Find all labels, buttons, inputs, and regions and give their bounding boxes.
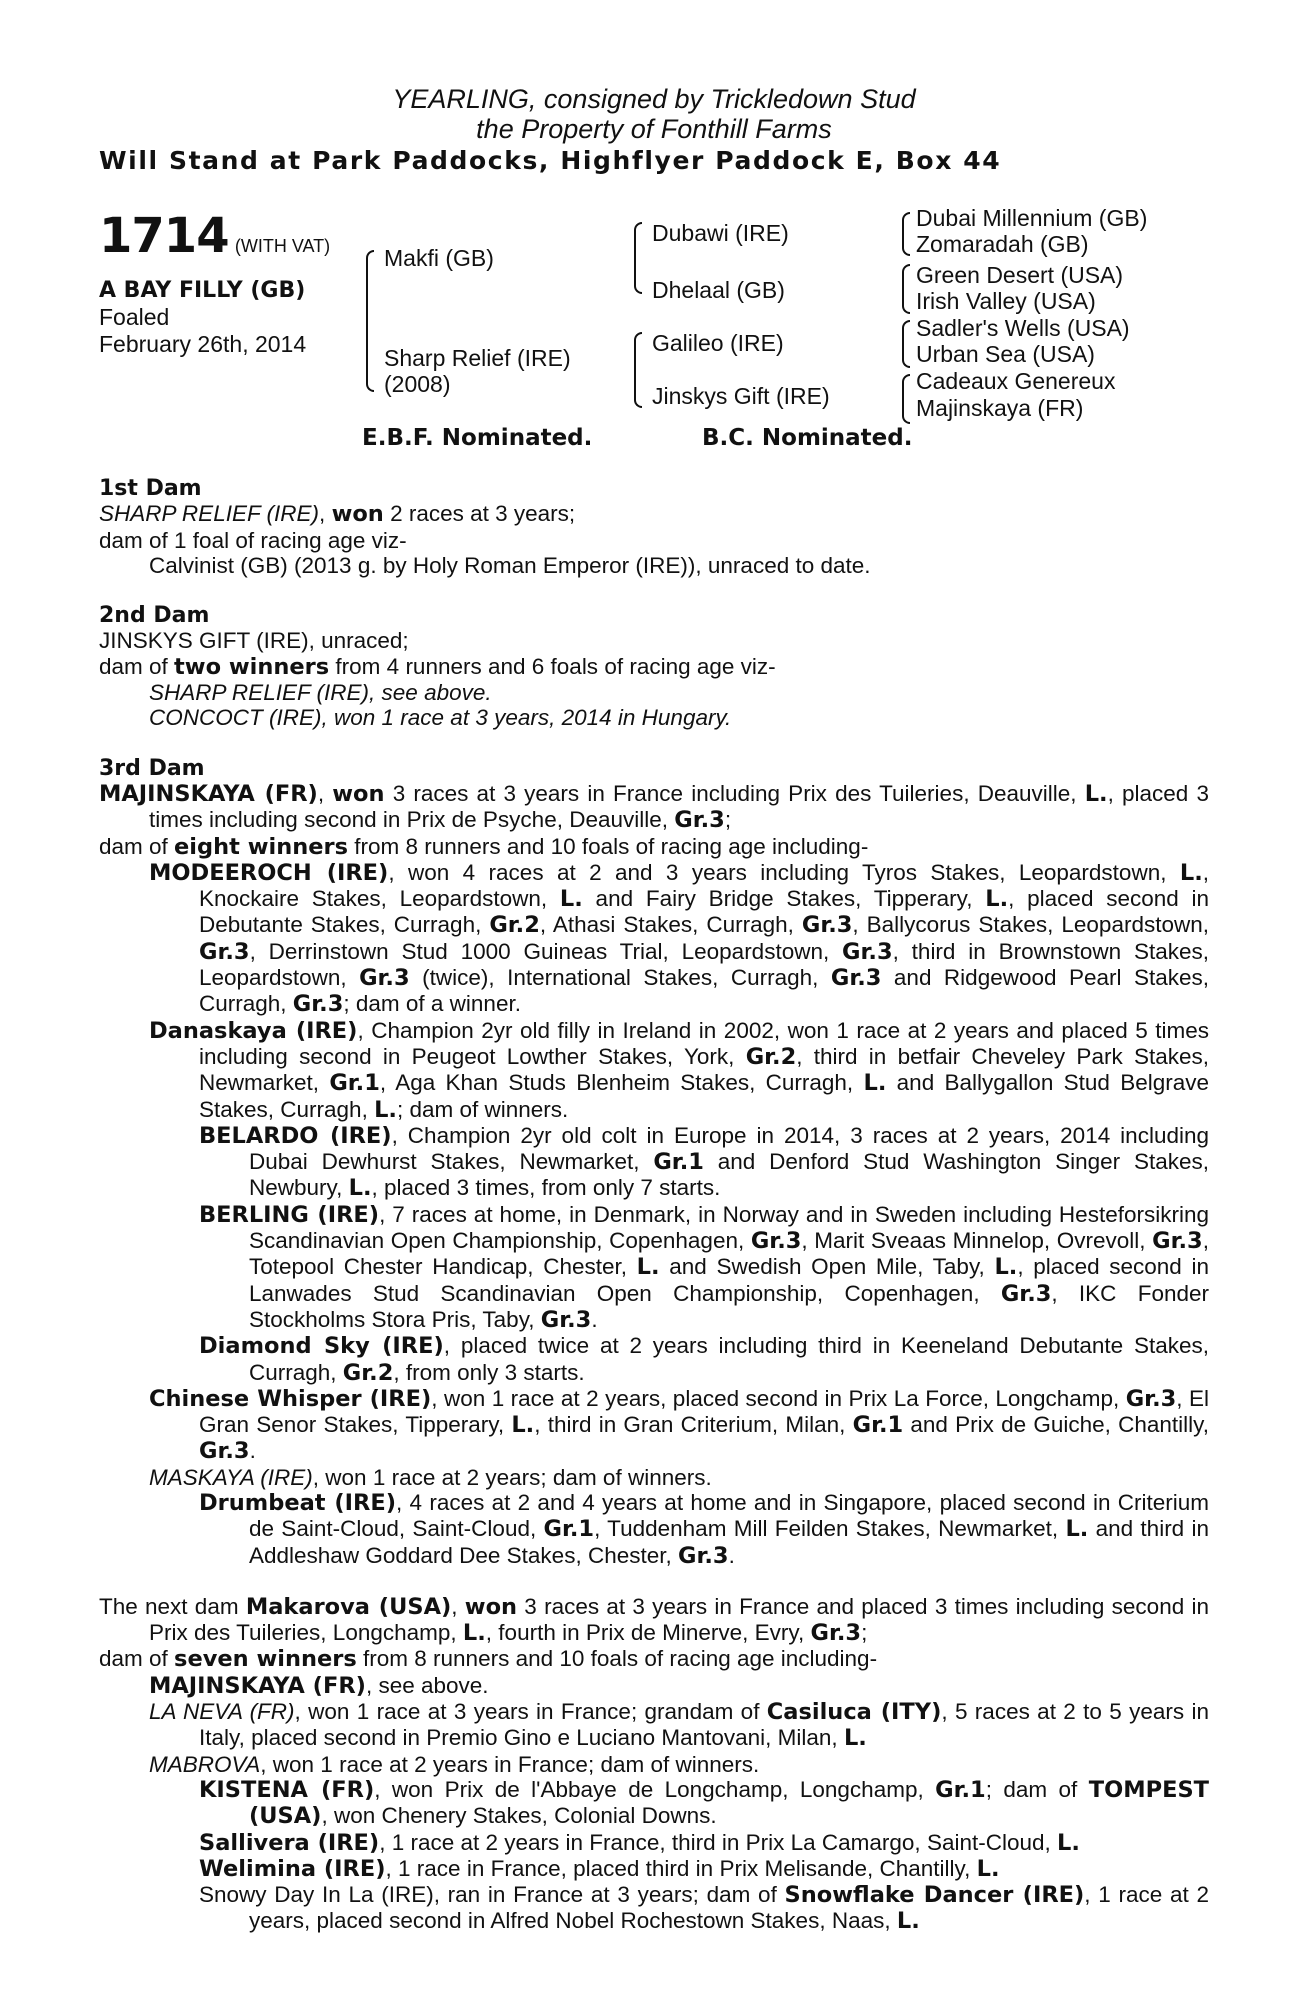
pedigree-ssd: Zomaradah (GB) (916, 231, 1089, 257)
dam2-dam-of-c: from 4 runners and 6 foals of racing age viz- (329, 653, 776, 679)
lot-number: 1714 (99, 208, 229, 264)
text: , Knockaire Stakes, Leopardstown, (199, 859, 1210, 912)
text: . (591, 1306, 598, 1332)
text: , placed second in Debutante Stakes, Curragh, (199, 886, 1210, 938)
pedigree-dam-sire: Galileo (IRE) (652, 330, 784, 356)
grade: Gr.3 (1152, 1228, 1203, 1255)
progeny-berling (99, 1202, 1209, 1333)
text: , El Gran Senor Stakes, Tipperary, (199, 1385, 1209, 1438)
dam3-name: MAJINSKAYA (FR) (99, 780, 318, 807)
dam3-won: won (332, 780, 385, 807)
text: and third in Addleshaw Goddard Dee Stakes, Chester, (249, 1516, 1209, 1568)
next-progeny-la-neva (99, 1699, 1209, 1752)
horse-name: Welimina (IRE) (199, 1855, 386, 1882)
text: , placed twice at 2 years including third in Keeneland Debutante Stakes, Curragh, (249, 1333, 1210, 1385)
next-progeny-sallivera (99, 1830, 1209, 1856)
brace-ss (902, 212, 910, 256)
horse-name: Diamond Sky (IRE) (199, 1333, 444, 1360)
text: ; (861, 1620, 868, 1646)
brace-dam (634, 332, 642, 408)
won: won (464, 1593, 518, 1620)
dam1-foal: Calvinist (GB) (2013 g. by Holy Roman Emperor (IRE)), unraced to date. (149, 552, 871, 578)
family-details (99, 476, 1209, 1935)
grade: L. (374, 1096, 397, 1123)
dam2-line: JINSKYS GIFT (IRE), unraced; (99, 628, 409, 654)
grade: Gr.2 (745, 1043, 797, 1070)
text: , 1 race in France, placed third in Prix Melisande, Chantilly, (385, 1855, 977, 1881)
text: , won 1 race at 2 years, placed second in Prix La Force, Longchamp, (431, 1385, 1126, 1411)
brace-sire (634, 222, 642, 294)
dam1-name: SHARP RELIEF (IRE) (99, 501, 320, 527)
winners: seven winners (174, 1646, 357, 1673)
next-progeny-welimina (99, 1856, 1209, 1882)
text: , won 1 race at 3 years in France; grandam of (294, 1699, 767, 1725)
next-progeny-kistena (99, 1777, 1209, 1830)
horse-name: MASKAYA (IRE) (149, 1464, 313, 1490)
text: , third in Brownstown Stakes, Leopardstown, (199, 938, 1209, 991)
grade: L. (1065, 1516, 1089, 1543)
next-dam (99, 1594, 1209, 1647)
dam1-won: won (331, 501, 384, 528)
next-progeny-mabrova (99, 1752, 1209, 1777)
text: , (451, 1593, 465, 1619)
text: , won Prix de l'Abbaye de Longchamp, Longchamp, (374, 1776, 936, 1802)
dam1-heading: 1st Dam (99, 476, 202, 501)
horse-name: Casiluca (ITY) (766, 1699, 942, 1726)
text: 3 races at 3 years in France including Prix des Tuileries, Deauville, (384, 780, 1085, 806)
grade: L. (976, 1855, 1000, 1882)
grade: Gr.3 (540, 1306, 592, 1333)
grade: Gr.3 (842, 938, 893, 965)
text: , Aga Khan Studs Blenheim Stakes, Curragh, (379, 1070, 864, 1096)
brace-ds (902, 320, 910, 368)
text: Snowy Day In La (IRE), ran in France at 3 years; dam of (199, 1882, 785, 1908)
grade: Gr.2 (342, 1359, 394, 1386)
text: , third in betfair Cheveley Park Stakes, Newmarket, (199, 1043, 1209, 1096)
dam1-dam-of: dam of 1 foal of racing age viz- (99, 527, 407, 553)
horse-name: Drumbeat (IRE) (199, 1489, 397, 1516)
ebf-nominated: E.B.F. Nominated. (362, 425, 593, 451)
text: , Champion 2yr old filly in Ireland in 2002, won 1 race at 2 years and placed 5 times including second in Peugeot Lowther Stakes, York, (199, 1017, 1209, 1069)
text: , 4 races at 2 and 4 years at home and in Singapore, placed second in Criterium de Saint-Cloud, Saint-Cloud, (249, 1489, 1209, 1542)
text: . (728, 1542, 735, 1568)
text: , Ballycorus Stakes, Leopardstown, (852, 912, 1209, 938)
text: , won Chenery Stakes, Colonial Downs. (321, 1803, 717, 1829)
pedigree-sdd: Irish Valley (USA) (916, 288, 1096, 314)
text: , placed 3 times including second in Prix de Psyche, Deauville, (149, 780, 1209, 833)
pedigree-sire-dam: Dhelaal (GB) (652, 277, 785, 303)
grade: L. (348, 1175, 372, 1202)
brace-main (366, 250, 374, 392)
pedigree-dds: Cadeaux Genereux (916, 368, 1116, 394)
horse-name: Snowflake Dancer (IRE) (784, 1882, 1085, 1909)
grade: Gr.3 (1125, 1385, 1177, 1412)
foaled-date: February 26th, 2014 (99, 331, 307, 357)
text: , IKC Fonder Stockholms Stora Pris, Taby, (249, 1280, 1209, 1332)
progeny-drumbeat (99, 1490, 1209, 1569)
grade: L. (636, 1254, 660, 1281)
grade: Gr.1 (852, 1412, 904, 1439)
text: and Swedish Open Mile, Taby, (659, 1254, 995, 1280)
lot-name: A BAY FILLY (GB) (99, 278, 306, 303)
text: , 5 races at 2 to 5 years in Italy, placed second in Premio Gino e Luciano Mantovani, Milan, (199, 1699, 1209, 1751)
foaled-label: Foaled (99, 304, 170, 330)
grade: L. (994, 1254, 1018, 1281)
text: ; dam of winners. (396, 1096, 569, 1122)
progeny-maskaya (99, 1465, 1209, 1490)
grade: L. (896, 1908, 920, 1935)
dam3-heading: 3rd Dam (99, 755, 205, 781)
text: and Denford Stud Washington Singer Stakes, Newbury, (249, 1149, 1210, 1201)
text: , see above. (365, 1672, 489, 1698)
next-progeny-snowy-day (99, 1882, 1209, 1935)
progeny-danaskaya (99, 1018, 1209, 1123)
text: , Tuddenham Mill Feilden Stakes, Newmarket, (594, 1516, 1066, 1542)
dam3-dam-of (99, 834, 1209, 860)
text: , Marit Sveaas Minnelop, Ovrevoll, (801, 1228, 1153, 1254)
text: and Fairy Bridge Stakes, Tipperary, (582, 886, 986, 912)
grade: Gr.3 (674, 807, 725, 834)
grade: Gr.3 (678, 1542, 729, 1569)
horse-name: KISTENA (FR) (199, 1776, 375, 1803)
text: ; dam of a winner. (343, 991, 521, 1017)
text: , Athasi Stakes, Curragh, (539, 912, 802, 938)
grade: Gr.1 (329, 1070, 380, 1097)
grade: L. (1179, 859, 1203, 886)
text: 3 races at 3 years in France and placed 3 times including second in Prix des Tuileries, Longchamp, (149, 1593, 1209, 1646)
horse-name: Danaskaya (IRE) (149, 1017, 358, 1044)
horse-name: MABROVA (149, 1751, 261, 1777)
text: , from only 3 starts. (393, 1359, 585, 1385)
text: , Champion 2yr old colt in Europe in 2014, 3 races at 2 years, 2014 including Dubai Dewhurst Stakes, Newmarket, (249, 1122, 1209, 1175)
grade: L. (511, 1412, 535, 1439)
text: ; (724, 807, 732, 833)
grade: L. (863, 1070, 887, 1097)
text: , 1 race at 2 years, placed second in Alfred Nobel Rochestown Stakes, Naas, (249, 1882, 1209, 1934)
horse-name: TOMPEST (USA) (249, 1776, 1210, 1830)
progeny-diamond-sky (99, 1333, 1209, 1386)
text: The next dam (99, 1593, 246, 1619)
pedigree-sire-sire: Dubawi (IRE) (652, 220, 789, 246)
dam3-winners: eight winners (174, 833, 349, 860)
dam2-foal1: SHARP RELIEF (IRE), see above. (149, 680, 492, 706)
text: , fourth in Prix de Minerve, Evry, (485, 1620, 811, 1646)
text: . (249, 1438, 256, 1464)
pedigree-dsd: Urban Sea (USA) (916, 341, 1095, 367)
grade: Gr.1 (935, 1776, 986, 1803)
grade: L. (985, 886, 1009, 913)
grade: L. (1084, 780, 1108, 807)
text: from 8 runners and 10 foals of racing age including- (348, 833, 869, 859)
dam1-line: SHARP RELIEF (IRE), won 2 races at 3 years; (99, 501, 576, 528)
dam3-line: MAJINSKAYA (FR), won 3 races at 3 years in France including Prix des Tuileries, Deauville, L., placed 3 times including second in Prix de Psyche, Deauville, Gr.3; (99, 780, 1209, 834)
horse-name: BELARDO (IRE) (199, 1122, 392, 1149)
grade: Gr.3 (750, 1228, 802, 1255)
text: , 1 race at 2 years in France, third in Prix La Camargo, Saint-Cloud, (379, 1829, 1058, 1855)
text: dam of (99, 1646, 175, 1672)
grade: Gr.3 (359, 965, 410, 992)
bc-nominated: B.C. Nominated. (702, 425, 913, 451)
pedigree-sire: Makfi (GB) (384, 245, 494, 271)
dam2-winners: two winners (174, 653, 330, 680)
pedigree-dss: Sadler's Wells (USA) (916, 315, 1130, 341)
text: and Ballygallon Stud Belgrave Stakes, Curragh, (199, 1070, 1210, 1122)
text: , won 1 race at 2 years in France; dam of winners. (260, 1751, 760, 1777)
grade: Gr.3 (810, 1620, 862, 1647)
progeny-belardo (99, 1123, 1209, 1202)
progeny-modeeroch (99, 860, 1209, 1018)
text: , third in Gran Criterium, Milan, (534, 1412, 853, 1438)
horse-name: MODEEROCH (IRE) (149, 859, 389, 886)
grade: L. (843, 1725, 867, 1752)
grade: Gr.3 (1000, 1280, 1052, 1307)
pedigree-dam-year: (2008) (384, 371, 451, 397)
text: , placed 3 times, from only 7 starts. (371, 1175, 721, 1201)
dam2-foal2: CONCOCT (IRE), won 1 race at 3 years, 2014 in Hungary. (149, 705, 732, 731)
next-progeny-majinskaya (99, 1673, 1209, 1699)
grade: L. (1057, 1829, 1080, 1856)
text: , won 4 races at 2 and 3 years including Tyros Stakes, Leopardstown, (388, 859, 1180, 885)
horse-name: LA NEVA (FR) (149, 1699, 295, 1725)
pedigree-dam-dam: Jinskys Gift (IRE) (652, 383, 830, 409)
horse-name: MAJINSKAYA (FR) (149, 1672, 366, 1699)
pedigree-sss: Dubai Millennium (GB) (916, 205, 1148, 231)
grade: Gr.2 (489, 912, 540, 939)
pedigree-ddd: Majinskaya (FR) (916, 395, 1084, 421)
brace-sd (902, 264, 910, 314)
grade: Gr.1 (543, 1516, 595, 1543)
text: , Totepool Chester Handicap, Chester, (249, 1228, 1209, 1280)
brace-dd (902, 374, 910, 424)
lot-vat: (WITH VAT) (234, 236, 331, 256)
dam2-dam-of-a: dam of (99, 653, 175, 679)
grade: L. (462, 1620, 486, 1647)
dam2-dam-of (99, 654, 1209, 680)
text: , placed second in Lanwades Stud Scandinavian Open Championship, Copenhagen, (249, 1254, 1210, 1306)
horse-name: Makarova (USA) (245, 1593, 452, 1620)
grade: Gr.3 (292, 991, 344, 1018)
next-dam-dam-of (99, 1646, 1209, 1672)
dam1-rest: 2 races at 3 years; (383, 501, 576, 527)
horse-name: Sallivera (IRE) (199, 1829, 380, 1856)
text: and Ridgewood Pearl Stakes, Curragh, (199, 965, 1209, 1017)
lot-number-row (99, 208, 331, 264)
grade: Gr.1 (653, 1149, 704, 1176)
grade: Gr.3 (801, 912, 853, 939)
grade: Gr.3 (830, 965, 882, 992)
pedigree-sds: Green Desert (USA) (916, 262, 1124, 288)
grade: Gr.3 (199, 1438, 250, 1465)
pedigree-dam: Sharp Relief (IRE) (384, 345, 571, 371)
text: ; dam of (985, 1776, 1089, 1802)
text: , Derrinstown Stud 1000 Guineas Trial, Leopardstown, (249, 938, 843, 964)
text: , 7 races at home, in Denmark, in Norway and in Sweden including Hesteforsikring Scandinavian Open Championship, Copenhagen, (249, 1201, 1209, 1254)
progeny-chinese-whisper (99, 1386, 1209, 1465)
header-property: the Property of Fonthill Farms (476, 114, 832, 144)
text: dam of (99, 833, 175, 859)
text: and Prix de Guiche, Chantilly, (903, 1412, 1209, 1438)
horse-name: BERLING (IRE) (199, 1201, 380, 1228)
horse-name: Chinese Whisper (IRE) (149, 1385, 432, 1412)
grade: Gr.3 (199, 938, 250, 965)
grade: L. (559, 886, 583, 913)
text: from 8 runners and 10 foals of racing age including- (356, 1646, 878, 1672)
text: (twice), International Stakes, Curragh, (409, 965, 831, 991)
header-location: Will Stand at Park Paddocks, Highflyer Paddock E, Box 44 (99, 146, 1002, 175)
dam2-heading: 2nd Dam (99, 603, 210, 629)
text: , won 1 race at 2 years; dam of winners. (312, 1464, 712, 1490)
header-consignor: YEARLING, consigned by Trickledown Stud (392, 84, 916, 114)
